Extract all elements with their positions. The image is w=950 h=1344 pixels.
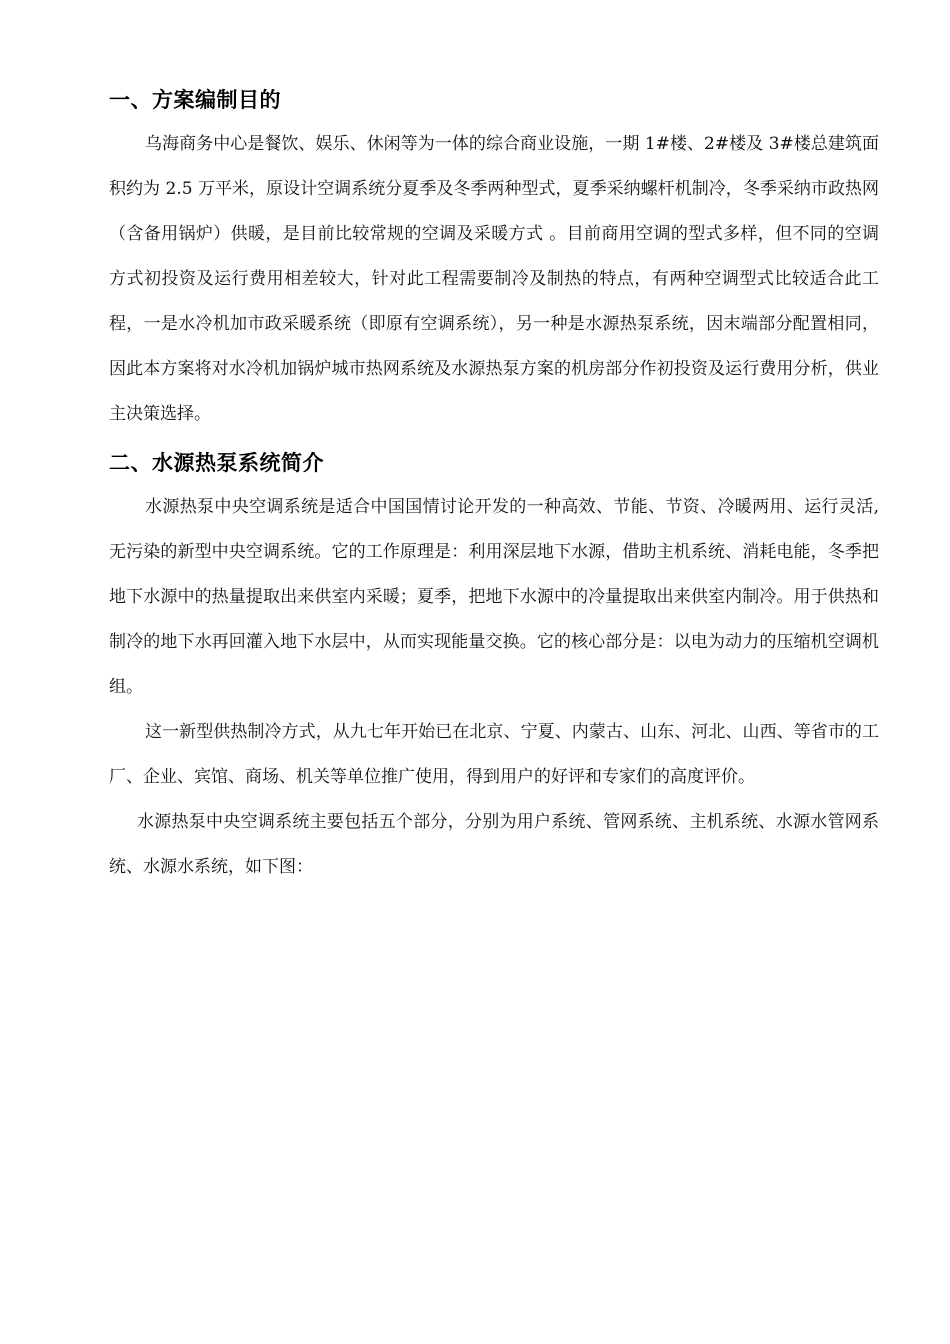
paragraph-purpose: 乌海商务中心是餐饮、娱乐、休闲等为一体的综合商业设施，一期 1#楼、2#楼及 3#楼总建筑面积约为 2.5 万平米，原设计空调系统分夏季及冬季两种型式，夏季采纳螺杆机制冷，冬季采纳市政热网（含备用锅炉）供暖，是目前比较常规的空调及采暖方式 。目前商用空调的型式多样，但不同的空调方式初投资及运行费用相差较大，针对此工程需要制冷及制热的特点，有两种空调型式比较适合此工程，一是水冷机加市政采暖系统（即原有空调系统），另一种是水源热泵系统，因末端部分配置相同，因此本方案将对水冷机加锅炉城市热网系统及水源热泵方案的机房部分作初投资及运行费用分析，供业主决策选择。 bbox=[109, 134, 879, 424]
paragraph-heat-pump-adoption: 这一新型供热制冷方式，从九七年开始已在北京、宁夏、内蒙古、山东、河北、山西、等省市的工厂、企业、宾馆、商场、机关等单位推广使用，得到用户的好评和专家们的高度评价。 bbox=[109, 722, 879, 787]
document-body bbox=[109, 80, 879, 890]
paragraph-heat-pump-principle: 水源热泵中央空调系统是适合中国国情讨论开发的一种高效、节能、节资、冷暖两用、运行灵活,无污染的新型中央空调系统。它的工作原理是：利用深层地下水源，借助主机系统、消耗电能，冬季把地下水源中的热量提取出来供室内采暖；夏季，把地下水源中的冷量提取出来供室内制冷。用于供热和制冷的地下水再回灌入地下水层中，从而实现能量交换。它的核心部分是：以电为动力的压缩机空调机组。 bbox=[109, 497, 879, 697]
section-heading-purpose: 一、方案编制目的 bbox=[109, 88, 281, 112]
paragraph-heat-pump-components: 水源热泵中央空调系统主要包括五个部分，分别为用户系统、管网系统、主机系统、水源水管网系统、水源水系统，如下图： bbox=[109, 812, 879, 877]
section-heading-heat-pump-intro: 二、水源热泵系统简介 bbox=[109, 451, 324, 475]
